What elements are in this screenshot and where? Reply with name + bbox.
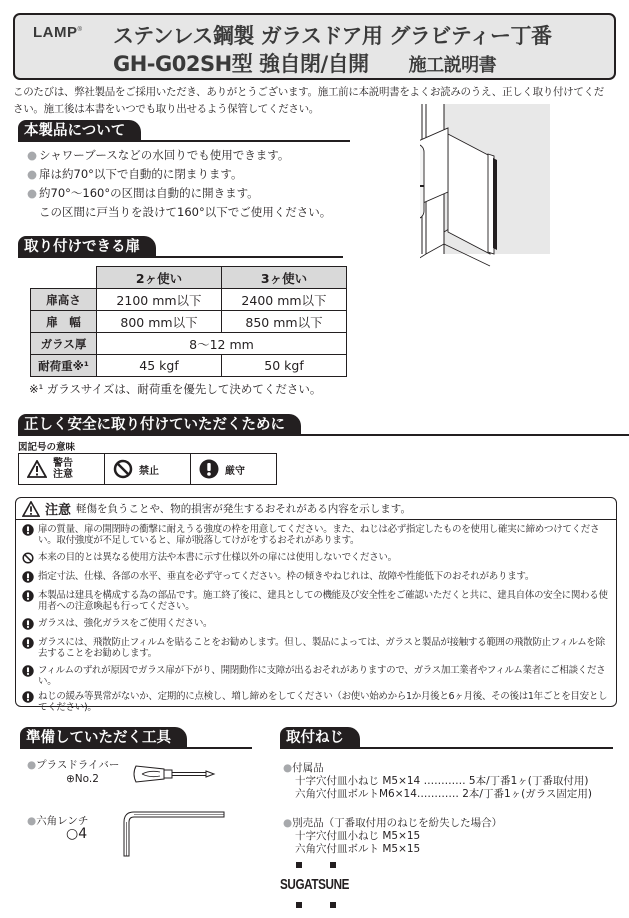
model-name: GH-G02SH型 強自閉/自開 (113, 52, 369, 76)
title-line-2 (113, 48, 496, 78)
hinge-illustration (420, 104, 550, 279)
mandatory-icon (22, 691, 34, 703)
section-title-tools: 準備していただく工具 (20, 727, 187, 749)
caution-description: 軽傷を負うことや、物的損害が発生するおそれがある内容を示します。 (76, 503, 411, 515)
caution-item: ねじの緩み等異常がないか、定期的に点検し、増し締めをしてください（お使い始めから1か月後と6ヶ月後、その後は1年ごとを目安としてください)。 (16, 691, 616, 713)
intro-text: このたびは、弊社製品をご採用いただき、ありがとうございます。施工前に本説明書をよくお読みのうえ、正しく取り付けてください。施工後は本書をいつでも取り出せるよう保管してください。 (13, 86, 604, 115)
document-type: 施工説明書 (408, 55, 497, 76)
caution-item: 指定寸法、仕様、各部の水平、垂直を必ず守ってください。枠の傾きやねじれは、故障や性能低下のおそれがあります。 (16, 571, 616, 583)
table-cell: 8～12 mm (97, 333, 347, 355)
section-title-doors: 取り付けできる扉 (18, 236, 156, 258)
row-header: ガラス厚 (31, 333, 97, 355)
table-cell: 50 kgf (222, 355, 347, 377)
caution-item: フィルムのずれが原因でガラス扉が下がり、開閉動作に支障が出るおそれがありますので、ガラス加工業者やフィルム業者にご相談ください。 (16, 665, 616, 687)
section-header-about (18, 120, 350, 142)
mandatory-icon (22, 618, 34, 630)
section-header-tools (20, 727, 252, 749)
mandatory-icon (22, 637, 34, 649)
caution-item: ガラスは、強化ガラスをご使用ください。 (16, 618, 616, 630)
section-header-safety (18, 414, 629, 436)
separate-label: ●別売品（丁番取付用のねじを紛失した場合） (283, 817, 503, 829)
door-spec-table (30, 266, 347, 377)
about-bullet: ● 扉は約70°以下で自動的に閉まります。 (27, 167, 243, 181)
symbol-legend-title: 図記号の意味 (18, 442, 76, 453)
tool-screwdriver-label: ●プラスドライバー (27, 759, 120, 771)
table-footnote: ※¹ ガラスサイズは、耐荷重を優先して決めてください。 (29, 382, 322, 396)
section-header-doors (18, 236, 343, 258)
table-cell: 2400 mm以下 (222, 289, 347, 311)
prohibition-icon (22, 552, 34, 564)
legend-prohibition: 禁止 (105, 454, 191, 484)
brand-logo: LAMP® (33, 24, 83, 41)
screwdriver-icon (130, 762, 225, 786)
about-bullets (27, 146, 331, 222)
table-cell: 2100 mm以下 (97, 289, 222, 311)
about-bullet: ● 約70°～160°の区間は自動的に開きます。 (27, 186, 259, 200)
tool-screwdriver-spec: ⊕No.2 (66, 773, 99, 785)
mandatory-icon (22, 571, 34, 583)
separate-item: 六角穴付皿ボルト M5×15 (295, 843, 421, 855)
mandatory-icon (199, 459, 219, 479)
hex-wrench-icon (120, 810, 230, 860)
table-row (31, 333, 347, 355)
mandatory-icon (22, 590, 34, 602)
sugatsune-logo: SUGATSUNE (276, 862, 366, 912)
included-label: ●付属品 (283, 762, 324, 774)
row-header: 耐荷重※¹ (31, 355, 97, 377)
caution-item: 扉の質量、扉の開閉時の衝撃に耐えうる強度の枠を用意してください。また、ねじは必ず指定したものを使用し確実に締めつけてください。取付強度が不足していると、扉が脱落してけがをするおそれがあります。 (16, 524, 616, 546)
row-header: 扉 幅 (31, 311, 97, 333)
mandatory-icon (22, 524, 34, 536)
section-title-about: 本製品について (18, 120, 141, 142)
caution-item: 本来の目的とは異なる使用方法や本書に示す仕様以外の扉には使用しないでください。 (16, 552, 616, 564)
column-header: 2ヶ使い (97, 267, 222, 289)
table-cell: 45 kgf (97, 355, 222, 377)
table-cell: 850 mm以下 (222, 311, 347, 333)
caution-item: 本製品は建具を構成する為の部品です。施工終了後に、建具としての機能及び安全性をご確認いただくと共に、建具自体の安全に関わる使用者への注意喚起も行ってください。 (16, 590, 616, 612)
screw-list (283, 762, 592, 856)
included-item: 十字穴付皿小ねじ M5×14 ………… 5本/丁番1ヶ(丁番取付用) (295, 775, 589, 787)
included-item: 六角穴付皿ボルトM6×14………… 2本/丁番1ヶ(ガラス固定用) (295, 788, 593, 800)
section-header-screws (280, 727, 613, 749)
table-row (31, 311, 347, 333)
legend-warning: 警告 注意 (19, 454, 105, 484)
warning-triangle-icon (22, 501, 40, 517)
mandatory-icon (22, 665, 34, 677)
tool-hex-wrench-spec: ○4 (66, 826, 88, 842)
table-row (31, 289, 347, 311)
separate-item: 十字穴付皿小ねじ M5×15 (295, 830, 421, 842)
section-title-safety: 正しく安全に取り付けていただくために (18, 414, 301, 436)
about-bullet: ● シャワーブースなどの水回りでも使用できます。 (27, 148, 290, 162)
caution-item: ガラスには、飛散防止フィルムを貼ることをお勧めします。但し、製品によっては、ガラスと製品が接触する範囲の飛散防止フィルムを除去することをお勧めします。 (16, 637, 616, 659)
row-header: 扉高さ (31, 289, 97, 311)
legend-mandatory: 厳守 (191, 454, 276, 484)
title-box (13, 13, 616, 80)
column-header: 3ヶ使い (222, 267, 347, 289)
about-continuation: この区間に戸当りを設けて160°以下でご使用ください。 (39, 205, 332, 219)
table-row (31, 355, 347, 377)
caution-label: 注意 (45, 503, 72, 518)
caution-box (15, 497, 617, 713)
section-title-screws: 取付ねじ (280, 727, 360, 749)
tool-hex-wrench-label: ●六角レンチ (27, 815, 89, 827)
warning-triangle-icon (27, 460, 47, 478)
caution-header (16, 498, 616, 520)
symbol-legend (18, 453, 277, 485)
prohibition-icon (113, 459, 133, 479)
title-line-1: ステンレス鋼製 ガラスドア用 グラビティー丁番 (113, 24, 552, 48)
table-cell: 800 mm以下 (97, 311, 222, 333)
